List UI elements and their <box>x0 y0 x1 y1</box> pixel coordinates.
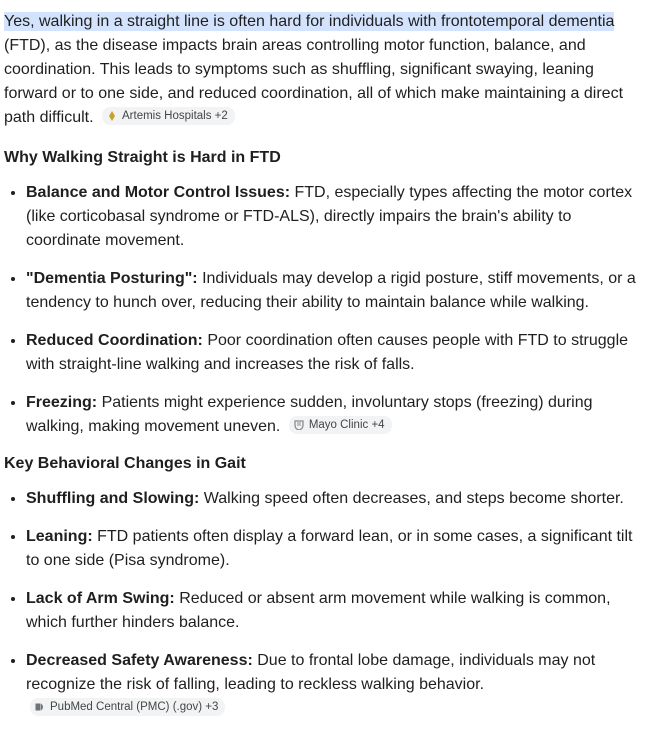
list-item <box>26 180 645 253</box>
artemis-icon <box>107 111 117 121</box>
section-heading-why: Why Walking Straight is Hard in FTD <box>4 149 281 166</box>
source-chip-artemis[interactable] <box>102 107 235 125</box>
item-title: "Dementia Posturing": <box>26 270 198 287</box>
intro-text: (FTD), as the disease impacts brain areas controlling motor function, balance, and coordination. This leads to symptoms such as shuffling, significant swaying, leaning forward or to one side, and reduced coordination, all of which make maintaining a direct path difficult. <box>4 37 624 126</box>
list-item <box>26 648 645 721</box>
mayo-clinic-icon <box>294 420 304 430</box>
item-text: Poor coordination often causes people with FTD to struggle with straight-line walking and increases the risk of falls. <box>26 332 629 373</box>
list-gait <box>4 486 645 721</box>
item-text: Patients might experience sudden, involuntary stops (freezing) during walking, making movement uneven. <box>26 394 593 435</box>
list-why <box>4 180 645 439</box>
source-chip-mayo[interactable] <box>289 416 392 434</box>
list-item <box>26 390 645 439</box>
intro-paragraph <box>4 10 645 130</box>
item-title: Balance and Motor Control Issues: <box>26 184 291 201</box>
item-text: FTD patients often display a forward lean, or in some cases, a significant tilt to one side (Pisa syndrome). <box>26 528 633 569</box>
item-title: Reduced Coordination: <box>26 332 203 349</box>
item-title: Freezing: <box>26 394 98 411</box>
item-title: Lack of Arm Swing: <box>26 590 175 607</box>
item-title: Shuffling and Slowing: <box>26 490 200 507</box>
source-chip-pmc[interactable] <box>30 698 225 716</box>
item-text: Reduced or absent arm movement while walking is common, which further hinders balance. <box>26 590 611 631</box>
source-chip-label: Artemis Hospitals +2 <box>122 110 228 122</box>
list-item <box>26 328 645 377</box>
source-chip-label: PubMed Central (PMC) (.gov) +3 <box>50 701 219 713</box>
item-text: Due to frontal lobe damage, individuals may not recognize the risk of falling, leading to reckless walking behavior. <box>26 652 596 693</box>
highlighted-answer: Yes, walking in a straight line is often hard for individuals with frontotemporal dementia <box>4 13 615 30</box>
item-text: FTD, especially types affecting the motor cortex (like corticobasal syndrome or FTD-ALS), directly impairs the brain's ability to coordinate movement. <box>26 184 633 249</box>
pmc-icon <box>35 702 45 712</box>
item-text: Walking speed often decreases, and steps become shorter. <box>199 490 624 507</box>
source-chip-label: Mayo Clinic +4 <box>308 419 385 431</box>
list-item <box>26 266 645 315</box>
item-text: Individuals may develop a rigid posture, stiff movements, or a tendency to hunch over, reducing their ability to maintain balance while walking. <box>26 270 636 311</box>
list-item <box>26 486 645 511</box>
item-title: Leaning: <box>26 528 93 545</box>
list-item <box>26 524 645 573</box>
list-item <box>26 586 645 635</box>
item-title: Decreased Safety Awareness: <box>26 652 253 669</box>
section-heading-gait: Key Behavioral Changes in Gait <box>4 455 246 472</box>
